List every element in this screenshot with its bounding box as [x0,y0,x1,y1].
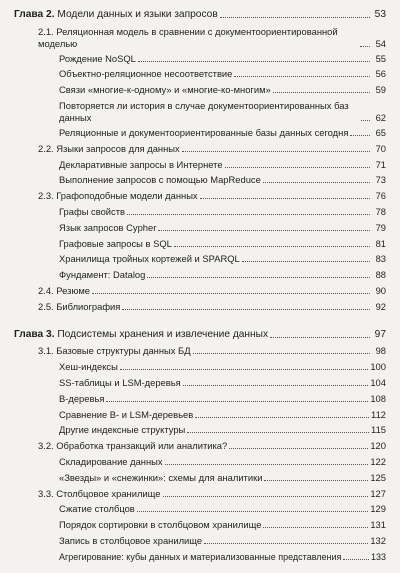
toc-entry [59,53,386,65]
page-number: 56 [375,68,386,80]
page-number: 131 [370,519,386,531]
page-number: 129 [370,503,386,515]
leader-dots [165,464,369,465]
chapter-title: Подсистемы хранения и извлечение данных [54,328,269,340]
page-number: 97 [374,328,386,340]
entry-title: Сжатие столбцов [59,503,135,515]
toc-entry [38,488,386,500]
chapter-2-heading [14,8,386,21]
page-number: 133 [370,551,386,562]
page-number: 83 [375,253,386,265]
page-number: 76 [375,190,386,202]
chapter-prefix: Глава [14,9,47,20]
page-number: 53 [374,9,386,20]
page-number: 73 [375,174,386,186]
page-number: 92 [375,300,386,312]
entry-title: Запись в столбцовое хранилище [59,534,203,546]
leader-dots [122,309,370,310]
toc-entry [59,519,386,531]
leader-dots [270,337,370,338]
leader-dots [263,182,370,183]
toc-entry [59,253,386,265]
leader-dots [343,559,369,560]
entry-title: Агрегирование: кубы данных и материализованные представления [59,551,342,562]
chapter-title: Модели данных и языки запросов [54,9,218,20]
entry-title: Другие индексные структуры [59,424,186,436]
leader-dots [187,432,369,433]
toc-entry [59,535,386,547]
page-number: 71 [375,158,386,170]
entry-title: 2.4. Резюме [38,284,90,296]
page-number: 98 [375,345,386,357]
page-number: 115 [371,424,386,436]
chapter-number: 3. [46,328,55,340]
page-number: 78 [375,205,386,217]
toc-entry [38,285,386,297]
leader-dots [92,293,370,294]
entry-title: Хранилища тройных кортежей и SPARQL [59,253,240,265]
toc-entry [59,393,386,405]
toc-entry [38,440,386,452]
leader-dots [193,353,370,354]
entry-title: Объектно-реляционное несоответствие [59,68,233,80]
leader-dots [229,448,368,449]
entry-title: SS-таблицы и LSM-деревья [59,376,181,388]
entry-title: 3.3. Столбцовое хранилище [38,487,161,499]
toc-entry [59,159,386,171]
toc-entry [38,301,386,313]
page-number: 104 [370,376,386,388]
entry-title: Язык запросов Cypher [59,221,157,233]
toc-entry [59,174,386,186]
leader-dots [273,92,370,93]
leader-dots [158,230,370,231]
page-number: 62 [375,112,386,123]
entry-title: 3.2. Обработка транзакций или аналитика? [38,440,228,452]
entry-title: Связи «многие-к-одному» и «многие-ко-многим» [59,84,271,96]
toc-entry [59,68,386,80]
toc-entry [59,472,386,484]
toc-entry [38,143,386,155]
toc-entry [59,456,386,468]
entry-title: Декларативные запросы в Интернете [59,158,223,170]
toc-entry [59,206,386,218]
leader-dots [183,385,369,386]
toc-entry [59,503,386,515]
entry-title: Реляционные и документоориентированные базы данных сегодня [59,126,349,138]
page-number: 65 [375,126,386,138]
toc-entry [59,127,386,139]
entry-title: 2.5. Библиография [38,300,121,312]
toc-entry [59,84,386,96]
leader-dots [163,496,369,497]
leader-dots [204,543,368,544]
toc-entry [38,345,386,357]
leader-dots [263,527,368,528]
toc-entry [59,269,386,281]
toc-entry [59,222,386,234]
leader-dots [137,511,369,512]
toc-entry [38,190,386,202]
page-number: 122 [370,455,386,467]
toc-entry [38,26,386,50]
entry-title: Графовые запросы в SQL [59,237,172,249]
leader-dots [127,214,370,215]
toc-entry [59,100,386,124]
leader-dots [120,369,369,370]
entry-title: 2.3. Графоподобные модели данных [38,190,198,202]
leader-dots [200,198,370,199]
page-number: 108 [370,392,386,404]
leader-dots [360,46,370,47]
toc-entry [59,424,386,436]
page-number: 112 [371,408,386,420]
entry-title: 2.1. Реляционная модель в сравнении с документоориентированной моделью [38,25,338,49]
leader-dots [361,120,370,121]
chapter-number: 2. [46,9,55,20]
leader-dots [138,61,370,62]
leader-dots [350,135,370,136]
leader-dots [225,167,370,168]
entry-title: Фундамент: Datalog [59,269,146,281]
page-number: 88 [375,269,386,281]
entry-title: Сравнение B- и LSM-деревьев [59,408,194,420]
entry-title: Повторяется ли история в случае документоориентированных баз данных [59,100,349,123]
leader-dots [264,480,368,481]
toc-entry [59,238,386,250]
page-number: 59 [375,84,386,96]
chapter-3-heading [14,328,386,341]
entry-title: Порядок сортировки в столбцовом хранилище [59,519,262,531]
leader-dots [242,261,370,262]
entry-title: B-деревья [59,392,105,404]
leader-dots [182,151,370,152]
entry-title: Складирование данных [59,455,163,467]
entry-title: 2.2. Языки запросов для данных [38,142,180,154]
page-number: 81 [375,237,386,249]
toc-entry [59,409,386,421]
page-number: 127 [370,487,386,499]
page-number: 79 [375,221,386,233]
entry-title: 3.1. Базовые структуры данных БД [38,345,191,357]
page-number: 54 [375,37,386,49]
leader-dots [147,277,370,278]
toc-entry [59,551,386,563]
entry-title: Графы свойств [59,205,126,217]
page-number: 70 [375,142,386,154]
chapter-prefix: Глава [14,328,47,340]
leader-dots [174,246,370,247]
toc-entry [59,361,386,373]
toc-entry [59,377,386,389]
page-number: 90 [375,284,386,296]
entry-title: Хеш-индексы [59,361,118,373]
page-number: 55 [375,52,386,64]
entry-title: Выполнение запросов с помощью MapReduce [59,174,261,186]
entry-title: «Звезды» и «снежинки»: схемы для аналитики [59,471,263,483]
entry-title: Рождение NoSQL [59,52,136,64]
leader-dots [195,417,369,418]
page-number: 132 [370,534,386,546]
page-number: 125 [370,471,386,483]
page-number: 100 [370,361,386,373]
leader-dots [220,17,370,18]
leader-dots [106,401,368,402]
leader-dots [234,76,370,77]
page-number: 120 [370,440,386,452]
